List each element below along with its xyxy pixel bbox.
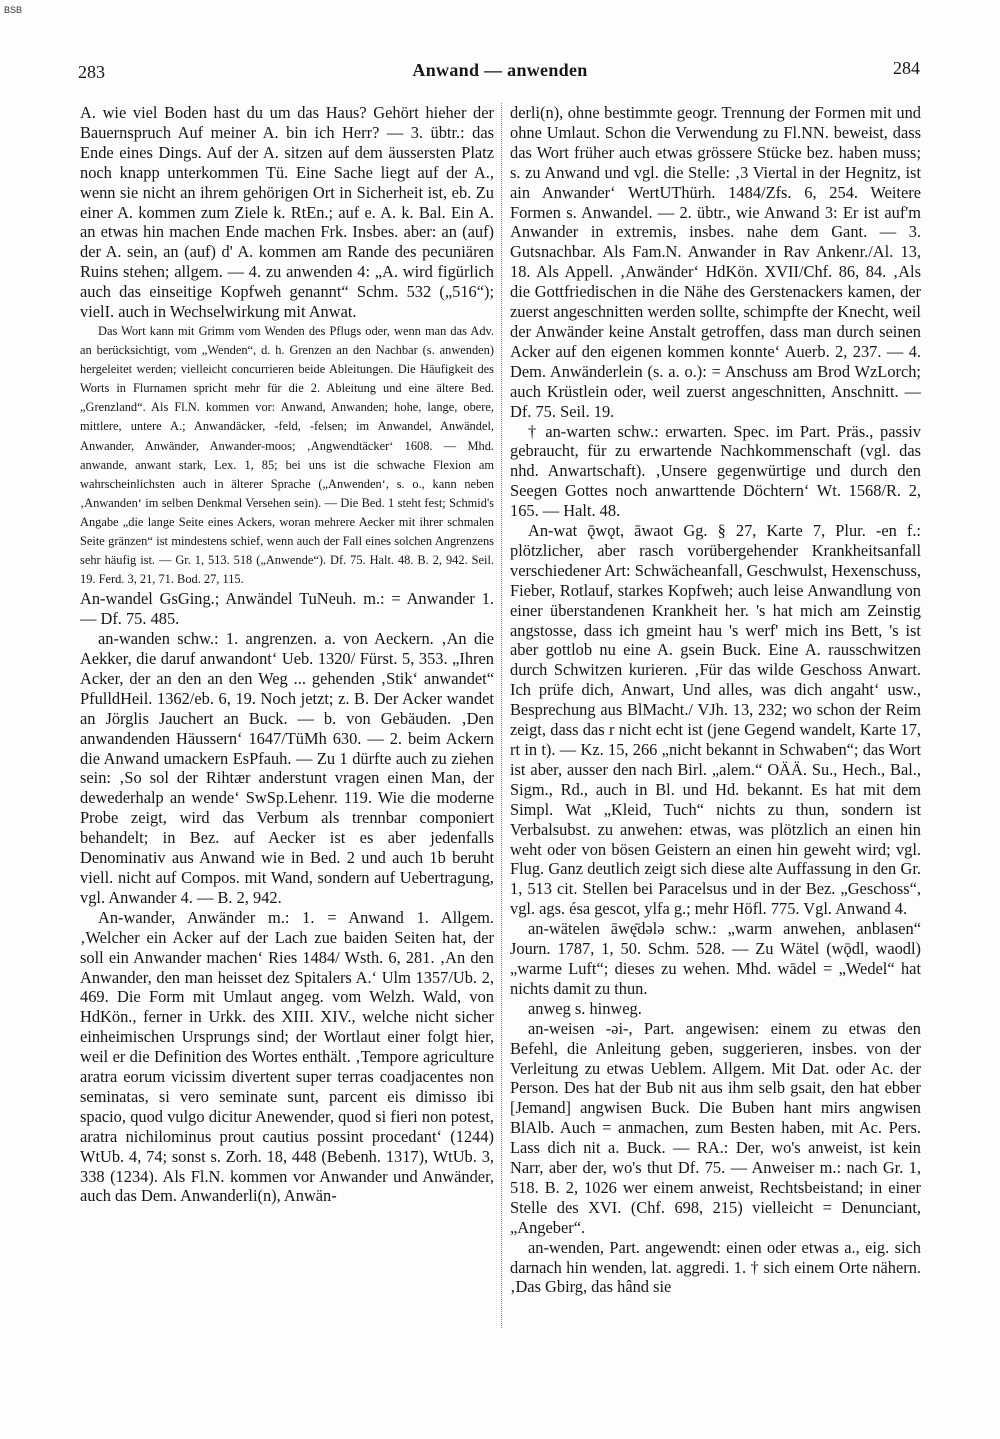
entry-an-wander: An-wander, Anwänder m.: 1. = Anwand 1. Allgem. ‚Welcher ein Acker auf der Lach zue baiden Seiten hat, der soll ein Anwander machen‘ Ries 1484/ Wsth. 6, 281. ‚An den Anwander, den man heisset dez Spitalers A.‘ Ulm 1357/Ub. 2, 469. Die Form mit Umlaut angeg. vom Welzh. Wald, von HdKön., ferner in Urkk. des XIII. XIV., welche nicht sicher einheimischen Ursprungs sind; der Wortlaut einer folgt hier, weil er die Definition des Wortes enthält. ‚Tempore agriculture aratra eorum vicissim divertent super terras coadjacentes non seminatas, si vero seminate sunt, parcent eis dimisso ibi spacio, quod vulgo dicitur Anewender, quod si fieri non potest, aratra nichilominus prout cautius possint procedant‘ (1244) WtUb. 4, 74; sonst s. Zorh. 18, 448 (Bebenh. 1317), WtUb. 3, 338 (1234). Als Fl.N. kommen vor Anwander und Anwänder, auch das Dem. Anwanderli(n), Anwän- [80,907,494,1206]
left-column [80,103,494,1423]
entry-anweg: anweg s. hinweg. [528,998,642,1018]
column-divider [501,103,502,1328]
note-anwand-etymology: Das Wort kann mit Grimm vom Wenden des Pflugs oder, wenn man das Adv. an berücksichtigt, vom „Wenden“, d. h. Grenzen an den Nachbar (s. anwenden) hergeleitet werden; vielleicht concurrieren beide Ableitungen. Die Häufigkeit des Worts in Flurnamen spricht mehr für die 2. Ableitung und eine ältere Bed. „Grenzland“. Als Fl.N. kommen vor: Anwand, Anwanden; hohe, lange, obere, mittlere, untere A.; Anwandäcker, -feld, -felsen; im Anwandel, Anwändel, Anwander, Anwänder, Anwander-moos; ‚Angwendtäcker‘ 1608. — Mhd. anwande, anwant stark, Lex. 1, 85; bei uns ist die schwache Flexion am wahrscheinlichsten auch in älterer Sprache („Anwenden‘, s. o., kann neben ‚Anwanden‘ im selben Denkmal Versehen sein). — Die Bed. 1 steht fest; Schmid's Angabe „die lange Seite eines Ackers, woran mehrere Aecker mit ihrer schmalen Seite gränzen“ ist mindestens schief, wenn auch der Fall eines solchen Angrenzens sehr häufig ist. — Gr. 1, 513. 518 („Anwende“). Df. 75. Halt. 48. B. 2, 942. Seil. 19. Ferd. 3, 21, 71. Bod. 27, 115. [80,323,494,587]
entry-an-wenden: an-wenden, Part. angewendt: einen oder etwas a., eig. sich darnach hin wenden, lat. aggredi. 1. † sich einem Orte nähern. ‚Das Gbirg, das hând sie [510,1237,921,1297]
right-column [510,103,921,1423]
library-stamp: BSB [4,5,23,15]
entry-an-waetelen: an-wätelen āwę̄dələ schw.: „warm anwehen, anblasen“ Journ. 1787, 1, 50. Schm. 528. — Zu Wätel (wǭdl, waodl) „warme Luft“; dieses zu wehen. Mhd. wādel = „Wedel“ hat nichts damit zu thun. [510,919,921,998]
page-number-right: 284 [893,58,920,78]
entry-an-weisen: an-weisen -əi-, Part. angewisen: einem zu etwas den Befehl, die Anleitung geben, suggerieren, insbes. von der Verleitung zu etwas Ueblem. Allgem. Mit Dat. oder Ac. der Person. Des hat der Bub nit aus ihm selb gsait, den hat ebber [Jemand] angwisen Buck. Die Buben hant mirs angwisen BlAlb. Auch = anmachen, zum Besten haben, mit Ac. Pers. Lass dich nit a. Buck. — RA.: Der, wo's anweist, ist kein Narr, aber der, wo's thut Df. 75. — Anweiser m.: nach Gr. 1, 518. B. 2, 1026 wer einem anweist, Rechtsbeistand; in einer Stelle des XVI. (Chf. 698, 215) vielleicht = Denunciant, „Angeber“. [510,1018,921,1237]
entry-an-wat: An-wat ǭwǫt, āwaot Gg. § 27, Karte 7, Plur. -en f.: plötzlicher, aber rasch vorübergehender Krankheitsanfall verschiedener Art: Schwächeanfall, Geschwulst, Hexenschuss, Fieber, Rotlauf, starkes Kopfweh; auch leise Anwandlung von einer überstandenen Krankheit her. 's hat mich am Zeinstig angstosse, dass ich gmeint hau 's werf' mich ins Bett, 's ist aber gottlob nu eine A. gsein Buck. Eine A. rausschwitzen durch Schwitzen kurieren. ‚Für das wilde Geschoss Anwart. Ich prüfe dich, Anwart, Und alles, was dich angaht‘ usw., Besprechung aus BlMacht./ VJh. 13, 232; wo schon der Reim zeigt, dass das r nicht echt ist (jene Gegend wandelt, Karte 17, rt in t). — Kz. 15, 266 „nicht bekannt in Schwaben“; das Wort ist aber, ausser den nach Birl. „alem.“ OÄÄ. Su., Hech., Bal., Sigm., Rd., auch in Bl. und Hd. bekannt. Es hat mit dem Simpl. Wat „Kleid, Tuch“ nichts zu thun, sondern ist Verbalsubst. zu anwehen: etwas, was plötzlich an einen hin weht oder von bösen Geistern an einen hin geweht wird; vgl. Flug. Ganz deutlich zeigt sich diese alte Auffassung in den Gr. 1, 513 cit. Stellen bei Paracelsus und in der Bez. „Geschoss“, vgl. ags. ésa gescot, ylfa g.; mehr Höfl. 775. Vgl. Anwand 4. [510,521,921,919]
paragraph-anwander-cont: derli(n), ohne bestimmte geogr. Trennung der Formen mit und ohne Umlaut. Schon die Verwendung zu Fl.NN. beweist, dass das Wort früher auch etwas grössere Stücke bez. haben muss; s. zu Anwand und vgl. die Stelle: ‚3 Viertal in der Hegnitz, ist ain Anwander‘ WertUThürh. 1484/Zfs. 6, 254. Weitere Formen s. Anwandel. — 2. übtr., wie Anwand 3: Er ist auf'm Anwander in extremis, insbes. nahe dem Gant. — 3. Gutsnachbar. Als Fam.N. Anwander in Rav Ankenr./Al. 13, 18. Als Appell. ‚Anwänder‘ HdKön. XVII/Chf. 86, 84. ‚Als die Gottfriedischen in die Nähe des Gerstenackers kamen, der zuerst angeschnitten werden sollte, schimpfte der Knecht, weil der Anwänder keine Anstalt getroffen, dass man durch seinen Acker auf den eigenen kommen konnte‘ Auerb. 2, 237. — 4. Dem. Anwänderlein (s. a. o.): = Anschuss am Brod WzLorch; auch Krüstlein oder, weil zuerst angeschnitten, Anschnitt. — Df. 75. Seil. 19. [510,103,921,421]
entry-an-wandel: An-wandel GsGing.; Anwändel TuNeuh. m.: = Anwander 1. — Df. 75. 485. [80,589,494,629]
page-number-left: 283 [78,62,105,82]
entry-an-wanden: an-wanden schw.: 1. angrenzen. a. von Aeckern. ‚An die Aekker, die daruf anwandont‘ Ueb. 1320/ Fürst. 5, 353. „Ihren Acker, der an den an den Weg ... gehenden ‚Stik‘ anwandet“ PfulldHeil. 1362/eb. 6, 19. Noch jetzt; z. B. Der Acker wandet an Jörglis Jauchert an Buck. — b. von Gebäuden. ‚Den anwandenden Häussern‘ 1647/TüMh 630. — 2. beim Ackern die Anwand umackern EsPfauh. — Zu 1 dürfte auch zu ziehen sein: ‚So sol der Rihtær anderstunt vragen einen Man, der dewederhalp an wende‘ SwSp.Lehenr. 119. Wie die moderne Probe zeigt, wird das Verbum als trennbar componiert behandelt; in Bez. auf Aecker ist es aber jedenfalls Denominativ aus Anwand wie in Bed. 2 und auch 1b beruht viell. nicht auf Compos. mit Wand, sondern auf Uebertragung, vgl. Anwander 4. — B. 2, 942. [80,629,494,907]
entry-an-warten: † an-warten schw.: erwarten. Spec. im Part. Präs., passiv gebraucht, für zu erwartende Nachkommenschaft (vgl. das nhd. Anwartschaft). ‚Unsere gegenwürtige und durch den Seegen Gottes noch anwarttende Döchtern‘ Wt. 1568/R. 2, 165. — Halt. 48. [510,421,921,521]
paragraph-anwand-cont: A. wie viel Boden hast du um das Haus? Gehört hieher der Bauernspruch Auf meiner A. bin ich Herr? — 3. übtr.: das Ende eines Dings. Auf der A. sitzen auf dem äussersten Platz noch knapp unterkommen Tü. Eine Sache liegt auf der A., wenn sie nicht an ihrem gehörigen Ort in Sicherheit ist, eb. Zu einer A. kommen zum Ziele k. RtEn.; auf e. A. k. Bal. Ein A. an etwas hin machen Ende machen Frk. Insbes. aber: an (auf) der A. sein, an (auf) d' A. kommen am Rande des pecuniären Ruins stehen; allgem. — 4. zu anwenden 4: „A. wird figürlich auch das einseitige Kopfweh genannt“ Schm. 532 („516“); vielI. auch in Wechselwirkung mit Anwat. [80,103,494,322]
page-header-title: Anwand — anwenden [412,60,588,80]
